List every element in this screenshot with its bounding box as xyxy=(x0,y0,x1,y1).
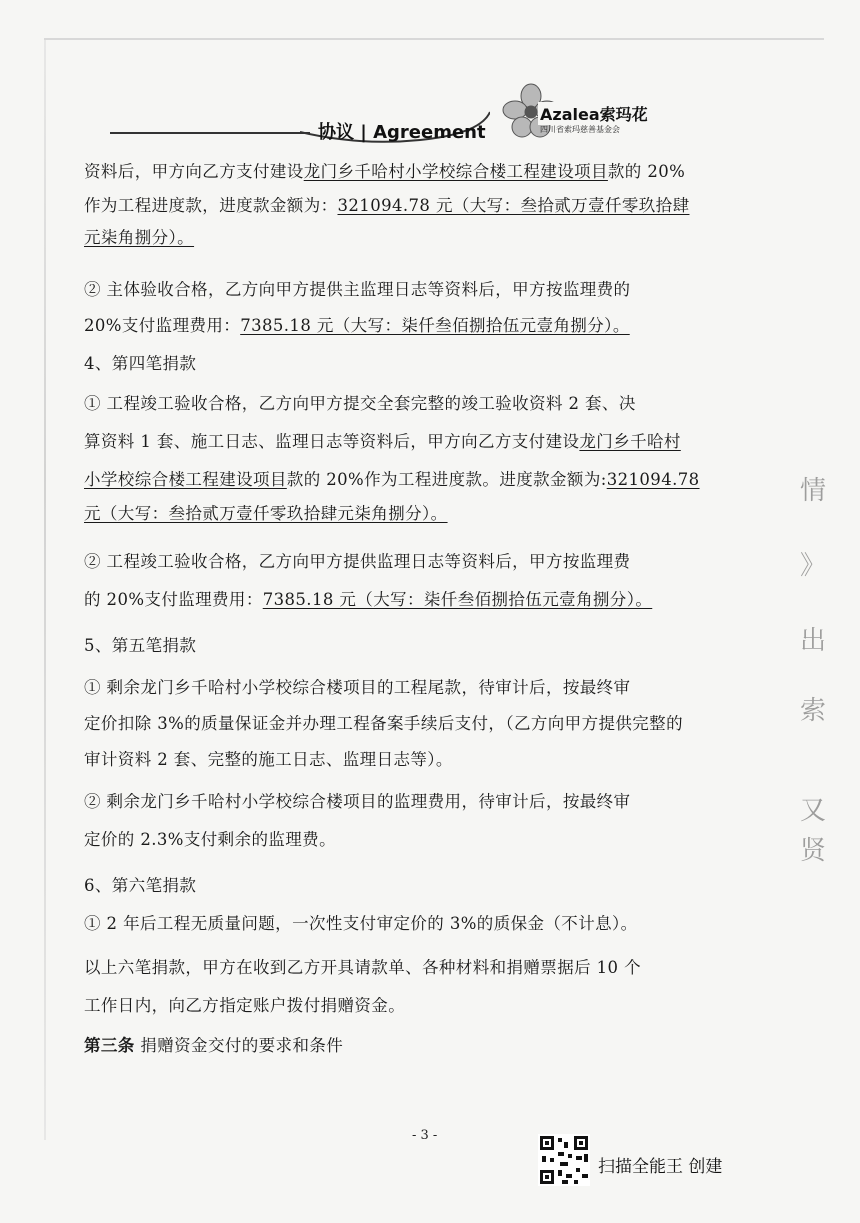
margin-fragment: 出 xyxy=(800,626,827,656)
margin-fragment: 》 xyxy=(800,551,827,581)
foundation-logo xyxy=(500,82,668,142)
text-segment: 20%支付监理费用： xyxy=(84,316,241,335)
underlined-text: 元（大写：叁拾贰万壹仟零玖拾肆元柒角捌分）。 xyxy=(84,504,448,523)
margin-fragment: 又 xyxy=(800,796,827,826)
text-segment: 定价扣除 3%的质量保证金并办理工程备案手续后支付，（乙方向甲方提供完整的 xyxy=(84,714,683,733)
text-segment: 工作日内，向乙方指定账户拨付捐赠资金。 xyxy=(84,996,406,1015)
underlined-text: 元柒角捌分）。 xyxy=(84,228,195,247)
text-line xyxy=(84,276,630,300)
margin-fragment: 索 xyxy=(800,696,827,726)
text-segment: ② 主体验收合格，乙方向甲方提供主监理日志等资料后，甲方按监理费的 xyxy=(84,280,631,299)
logo-name: Azalea索玛花 xyxy=(538,102,650,125)
logo-subtitle: 四川省索玛慈善基金会 xyxy=(540,125,620,134)
header-rule xyxy=(110,132,310,134)
text-line xyxy=(84,710,683,734)
text-segment: 捐赠资金交付的要求和条件 xyxy=(134,1036,344,1055)
text-segment: 的 20%支付监理费用： xyxy=(84,590,263,609)
text-line xyxy=(84,954,641,978)
underlined-text: 龙门乡千哈村小学校综合楼工程建设项目 xyxy=(303,162,608,181)
margin-fragment: 情 xyxy=(800,476,827,506)
text-line xyxy=(84,826,336,850)
text-line xyxy=(84,350,196,374)
text-line xyxy=(84,788,630,812)
scan-edge-left xyxy=(44,40,46,1140)
text-segment: 以上六笔捐款，甲方在收到乙方开具请款单、各种材料和捐赠票据后 10 个 xyxy=(84,958,641,977)
qr-code-icon xyxy=(538,1134,590,1186)
text-line xyxy=(84,428,681,452)
text-line xyxy=(84,500,448,524)
text-segment: 款的 20%作为工程进度款。进度款金额为: xyxy=(286,470,607,489)
text-segment: 6、第六笔捐款 xyxy=(84,876,197,895)
text-line xyxy=(84,992,405,1016)
text-line xyxy=(84,632,196,656)
article-heading: 第三条 xyxy=(84,1036,135,1055)
text-line xyxy=(84,466,700,490)
text-segment: ① 工程竣工验收合格，乙方向甲方提交全套完整的竣工验收资料 2 套、决 xyxy=(84,394,636,413)
underlined-text: 龙门乡千哈村 xyxy=(579,432,681,451)
text-line xyxy=(84,192,689,216)
scanner-watermark: 扫描全能王 创建 xyxy=(598,1157,723,1177)
text-line xyxy=(84,548,630,572)
text-line xyxy=(84,910,638,934)
text-line xyxy=(84,158,685,182)
text-segment: ② 剩余龙门乡千哈村小学校综合楼项目的监理费用，待审计后，按最终审 xyxy=(84,792,631,811)
text-segment: ② 工程竣工验收合格，乙方向甲方提供监理日志等资料后，甲方按监理费 xyxy=(84,552,631,571)
text-segment: 作为工程进度款，进度款金额为： xyxy=(84,196,338,215)
page-number: - 3 - xyxy=(412,1128,438,1143)
text-segment: 定价的 2.3%支付剩余的监理费。 xyxy=(84,830,336,849)
text-segment: ① 剩余龙门乡千哈村小学校综合楼项目的工程尾款，待审计后，按最终审 xyxy=(84,678,631,697)
underlined-text: 7385.18 元（大写：柒仟叁佰捌拾伍元壹角捌分）。 xyxy=(240,316,630,335)
underlined-text: 321094.78 元（大写：叁拾贰万壹仟零玖拾肆 xyxy=(337,196,690,215)
text-segment: 资料后，甲方向乙方支付建设 xyxy=(84,162,304,181)
text-line xyxy=(84,586,652,610)
text-segment: 4、第四笔捐款 xyxy=(84,354,197,373)
text-line xyxy=(84,872,196,896)
text-line xyxy=(84,390,636,414)
text-line xyxy=(84,1032,343,1056)
text-segment: 5、第五笔捐款 xyxy=(84,636,197,655)
header-title: 协议 | Agreement xyxy=(318,122,486,143)
margin-fragment: 贤 xyxy=(800,836,827,866)
text-segment: ① 2 年后工程无质量问题，一次性支付审定价的 3%的质保金（不计息）。 xyxy=(84,914,638,933)
text-line xyxy=(84,224,194,248)
text-segment: 审计资料 2 套、完整的施工日志、监理日志等）。 xyxy=(84,750,453,769)
text-segment: 算资料 1 套、施工日志、监理日志等资料后，甲方向乙方支付建设 xyxy=(84,432,580,451)
underlined-text: 小学校综合楼工程建设项目 xyxy=(84,470,287,489)
text-line xyxy=(84,674,630,698)
text-line xyxy=(84,312,630,336)
scan-edge-top xyxy=(44,38,824,40)
underlined-text: 321094.78 xyxy=(606,470,700,489)
text-segment: 款的 20% xyxy=(607,162,686,181)
underlined-text: 7385.18 元（大写：柒仟叁佰捌拾伍元壹角捌分）。 xyxy=(262,590,653,609)
text-line xyxy=(84,746,453,770)
